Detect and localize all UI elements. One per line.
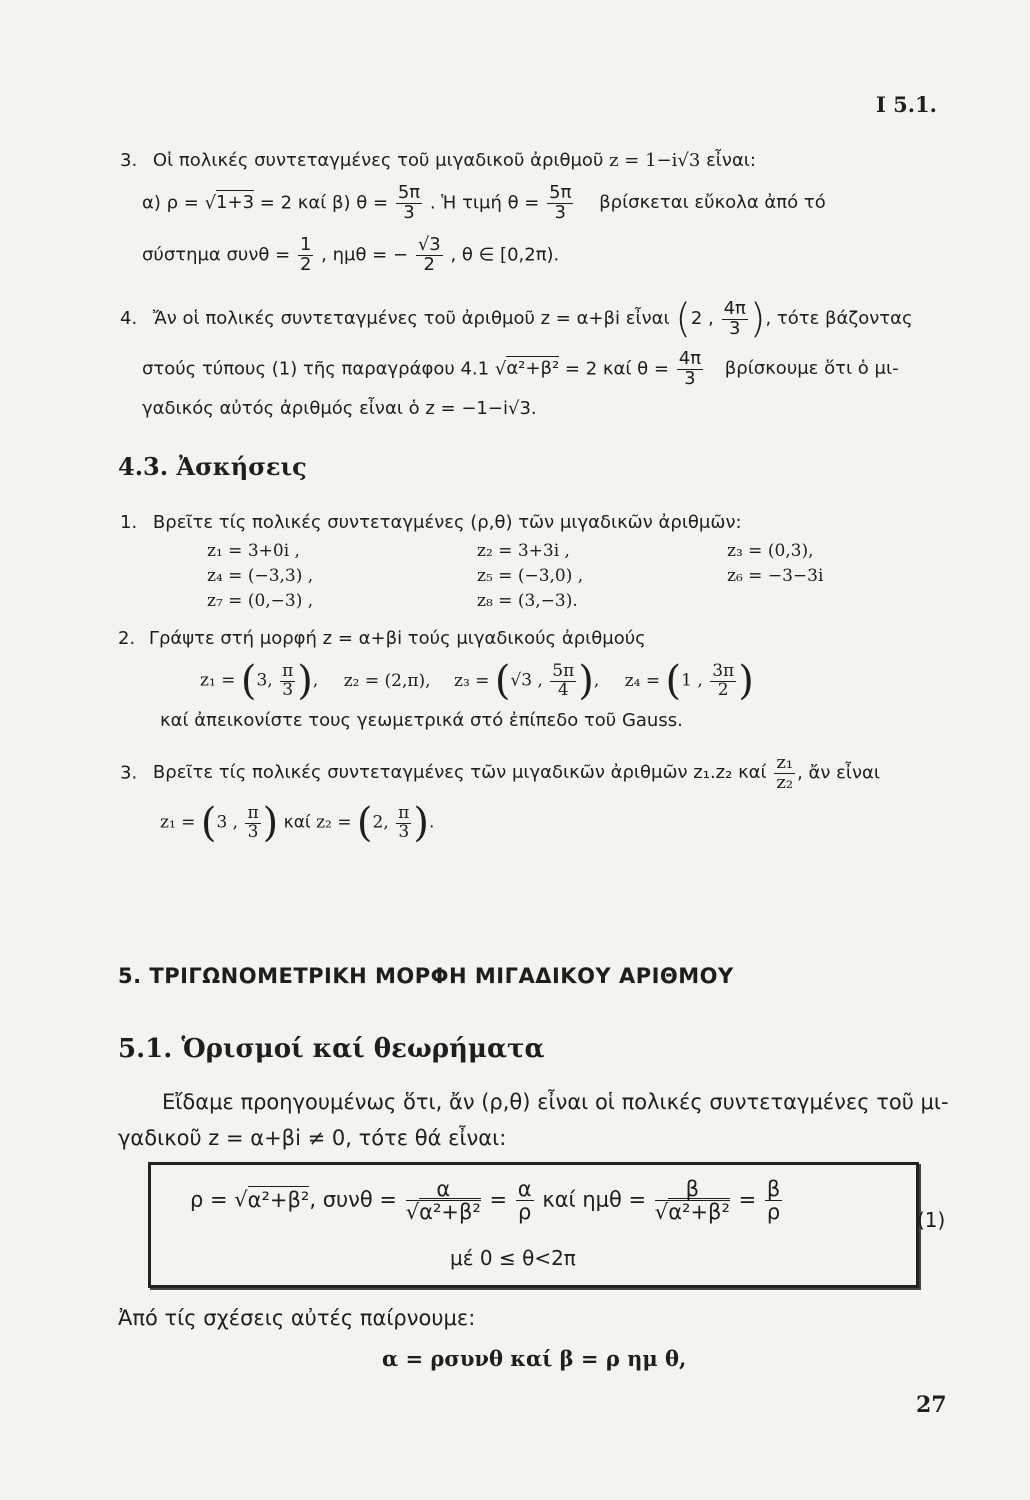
frac-num: β (655, 1178, 730, 1201)
section-id: I 5.1. (876, 92, 937, 117)
formula: z = 1−i√3 (609, 150, 701, 171)
equals: = (738, 1187, 757, 1212)
text: σύστημα συνθ = (142, 244, 291, 266)
exercise-3-numbers: z₁ = (3 , $\frac{\pi}{3}$ ) καί z₂ = (2, $\frac{\pi}{3}$ ). (160, 800, 435, 846)
frac-num: 5π (397, 182, 421, 203)
exercise-2-numbers: z₁ = (3, $\frac{\pi}{3}$ ), z₂ = (2,π), z₃ = (√3 , $\frac{5\pi}{4}$ ), z₄ = (1 , $\frac{3\pi}{2}$ ) (200, 658, 754, 704)
grid-cell: z₆ = −3−3i (727, 566, 824, 586)
grid-cell: z₇ = (0,−3) , (207, 591, 314, 611)
text: = 2 καί θ = (564, 358, 670, 380)
frac-den: ρ (766, 1200, 781, 1225)
item-number: 2. (118, 628, 136, 649)
equation-number: (1) (917, 1208, 946, 1232)
frac-den: 2 (423, 253, 435, 275)
formula-box-line-1: ρ = √α²+β², συνθ = $\frac{\alpha}{\text{√α²+β²}}$ = $\frac{\alpha}{\rho}$ καί ημθ = $\frac{\beta}{\text{√α²+β²}}$ = $\frac{\beta}{\rho}$ (190, 1177, 781, 1225)
and-sin-label: καί ημθ = (542, 1187, 647, 1212)
fraction (298, 236, 313, 275)
z1-first: 3, (256, 670, 273, 691)
frac-num: √3 (417, 234, 441, 255)
grid-cell (727, 591, 987, 616)
fraction (280, 660, 295, 700)
exercise-3-text (120, 754, 880, 793)
intro-line-1: Εἴδαμε προηγουμένως ὅτι, ἄν (ρ,θ) εἶναι οἱ πολικές συντεταγμένες τοῦ μι- (162, 1090, 949, 1114)
frac-num: β (766, 1177, 781, 1201)
text: Βρεῖτε τίς πολικές συντεταγμένες (ρ,θ) τῶν μιγαδικῶν ἀριθμῶν: (152, 512, 742, 533)
frac-num: 4π (678, 348, 702, 369)
fraction (516, 1178, 534, 1223)
z3-first: √3 , (510, 670, 543, 691)
frac-den: 3 (398, 821, 410, 842)
grid-cell: z₈ = (3,−3). (477, 591, 578, 611)
z1-first: 3 , (216, 812, 239, 833)
pair-first: 2 , (690, 308, 714, 329)
z3-label: z₃ = (453, 670, 490, 691)
fraction (710, 660, 736, 700)
z2-label: z₂ = (316, 812, 352, 833)
text: α) ρ = (142, 192, 199, 214)
frac-den: 3 (247, 821, 259, 842)
text: Βρεῖτε τίς πολικές συντεταγμένες τῶν μιγαδικῶν ἀριθμῶν z₁.z₂ καί (152, 762, 767, 784)
item-number: 4. (120, 308, 138, 329)
frac-num: α (406, 1178, 481, 1201)
frac-den: √α²+β² (654, 1200, 730, 1225)
text: , ἄν εἶναι (797, 762, 880, 784)
text: εἶναι: (706, 150, 756, 171)
frac-num: π (247, 802, 259, 823)
z4-label: z₄ = (624, 670, 661, 691)
chapter-title: 5. ΤΡΙΓΩΝΟΜΕΤΡΙΚΗ ΜΟΡΦΗ ΜΙΓΑΔΙΚΟΥ ΑΡΙΘΜΟΥ (118, 964, 734, 988)
grid-cell: z₃ = (0,3), (727, 541, 814, 561)
text: στούς τύπους (1) τῆς παραγράφου 4.1 (142, 358, 490, 380)
fraction (550, 660, 576, 700)
text: , ημθ = − (321, 244, 409, 266)
fraction (245, 802, 260, 842)
fraction (406, 1178, 481, 1223)
text: Οἱ πολικές συντεταγμένες τοῦ μιγαδικοῦ ἀριθμοῦ (152, 150, 604, 171)
solution-4-line-1: 4. Ἄν οἱ πολικές συντεταγμένες τοῦ ἀριθμοῦ z = α+βi εἶναι (2 , $\frac{4\pi}{3}$ ), τότε βάζοντας (120, 296, 913, 342)
solution-3-line-3 (142, 236, 559, 275)
frac-den: 3 (403, 201, 415, 223)
z4-first: 1 , (681, 670, 703, 691)
result-formula: α = ρσυνθ καί β = ρ ημ θ, (382, 1346, 687, 1371)
z1-label: z₁ = (200, 670, 236, 691)
cos-label: , συνθ = (309, 1187, 398, 1212)
text: βρίσκεται εὔκολα ἀπό τό (599, 192, 826, 214)
item-number: 3. (120, 150, 138, 171)
fraction (396, 802, 411, 842)
frac-den: 2 (299, 253, 312, 275)
frac-den: 2 (717, 679, 729, 700)
fraction (677, 350, 703, 389)
frac-num: z₁ (776, 752, 794, 773)
frac-den: √α²+β² (405, 1200, 481, 1225)
fraction (655, 1178, 730, 1223)
text: Ἄν οἱ πολικές συντεταγμένες τοῦ ἀριθμοῦ z = α+βi εἶναι (152, 308, 670, 329)
sqrt-content: α²+β² (247, 1187, 310, 1212)
page-number: 27 (916, 1392, 947, 1418)
sqrt-content: α²+β² (506, 358, 560, 380)
text: , τότε βάζοντας (765, 308, 913, 329)
fraction (396, 184, 422, 223)
z2: z₂ = (2,π), (343, 670, 431, 691)
intro-line-2: γαδικοῦ z = α+βi ≠ 0, τότε θά εἶναι: (118, 1126, 507, 1150)
solution-4-line-3: γαδικός αὐτός ἀριθμός εἶναι ὁ z = −1−i√3. (142, 398, 537, 419)
exercise-1-numbers (207, 541, 987, 616)
from-relations: Ἀπό τίς σχέσεις αὐτές παίρνουμε: (118, 1306, 476, 1330)
frac-num: 1 (299, 234, 312, 255)
frac-den: 3 (282, 679, 294, 700)
z2-first: 2, (372, 812, 389, 833)
frac-den: 3 (684, 367, 696, 389)
frac-den: ρ (518, 1200, 532, 1225)
solution-4-line-2: στούς τύπους (1) τῆς παραγράφου 4.1 √α²+β² = 2 καί θ = $\frac{4\pi}{3}$ βρίσκουμε ὅτι ὁ μι- (142, 348, 899, 389)
exercise-2-footer: καί ἀπεικονίστε τους γεωμετρικά στό ἐπίπεδο τοῦ Gauss. (160, 710, 683, 731)
equals: = (489, 1187, 508, 1212)
fraction (547, 184, 573, 223)
sqrt-content: 1+3 (216, 192, 255, 214)
frac-den: z₂ (776, 771, 794, 793)
grid-cell: z₁ = 3+0i , (207, 541, 300, 561)
text: . Ἡ τιμή θ = (429, 192, 540, 214)
section-title: 5.1. Ὁρισμοί καί θεωρήματα (118, 1034, 545, 1064)
frac-num: 5π (549, 182, 572, 203)
exercise-2-text (118, 628, 646, 649)
grid-cell: z₄ = (−3,3) , (207, 566, 314, 586)
formula-condition: μέ 0 ≤ θ<2π (450, 1246, 576, 1270)
item-number: 3. (120, 762, 138, 784)
text: , θ ∈ [0,2π). (450, 244, 560, 266)
fraction (774, 754, 795, 793)
frac-num: 5π (552, 660, 575, 681)
solution-3-line-2: α) ρ = √1+3 = 2 καί β) θ = $\frac{5\pi}{3}$ . Ἡ τιμή θ = $\frac{5\pi}{3}$ βρίσκεται εὔκολα ἀπό τό (142, 182, 826, 223)
solution-3-line-1 (120, 150, 756, 171)
item-number: 1. (120, 512, 138, 533)
frac-den: 3 (554, 201, 566, 223)
and-word: καί (283, 812, 311, 833)
frac-den: 3 (728, 317, 741, 339)
exercises-title: 4.3. Ἀσκήσεις (118, 452, 307, 481)
grid-cell: z₅ = (−3,0) , (477, 566, 584, 586)
text: = 2 καί β) θ = (259, 192, 389, 214)
frac-num: 3π (712, 660, 735, 681)
fraction (722, 297, 748, 339)
z1-label: z₁ = (160, 812, 196, 833)
rho-label: ρ = (190, 1187, 228, 1212)
fraction (416, 236, 443, 275)
frac-num: 4π (723, 297, 746, 319)
text: Γράψτε στή μορφή z = α+βi τούς μιγαδικούς ἀριθμούς (148, 628, 646, 649)
text: βρίσκουμε ὅτι ὁ μι- (724, 358, 899, 380)
frac-num: α (517, 1177, 532, 1201)
frac-num: π (398, 802, 410, 823)
exercise-1-text (120, 512, 742, 533)
grid-cell: z₂ = 3+3i , (477, 541, 570, 561)
frac-num: π (282, 660, 294, 681)
frac-den: 4 (557, 679, 569, 700)
fraction (765, 1178, 782, 1223)
